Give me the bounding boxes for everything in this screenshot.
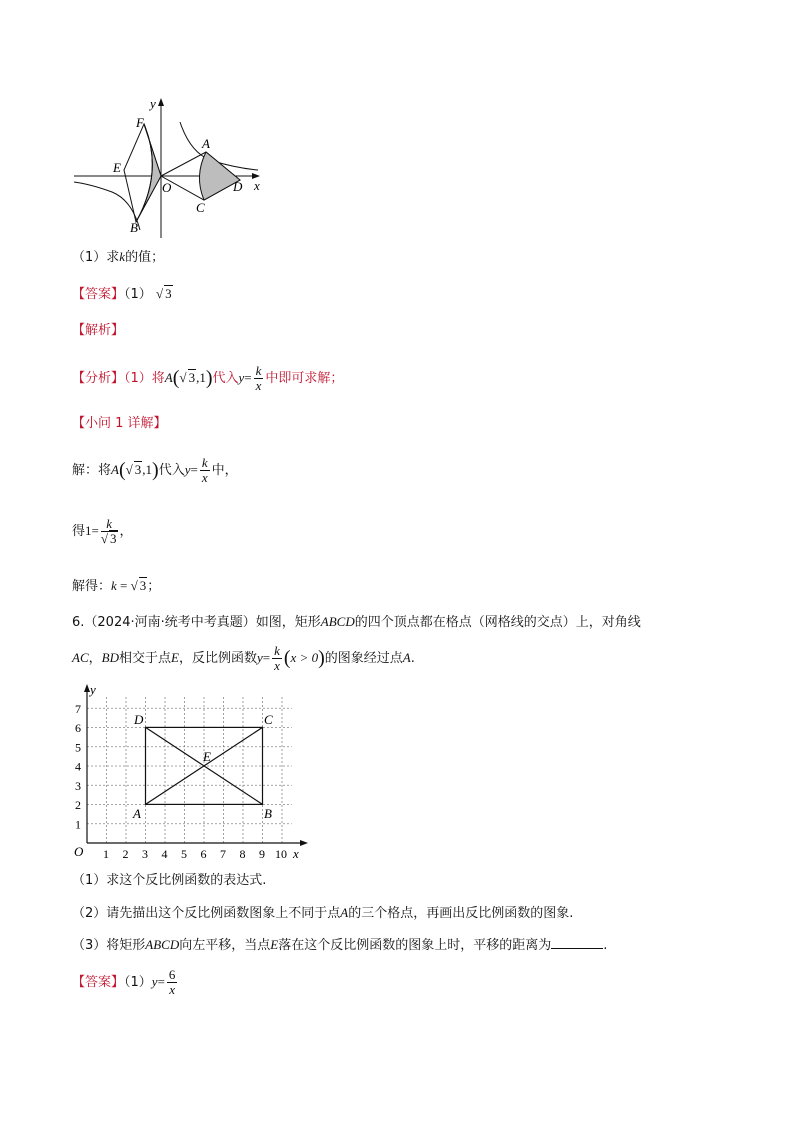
y-tick-label: 1: [75, 817, 81, 832]
y-tick-label: 6: [75, 721, 81, 735]
solution-step-3: 解得：k = √ 3；: [72, 578, 161, 594]
problem-6-line-2: AC，BD相交于点E，反比例函数y= $\frac{k}{x}$ (x > 0)的图象经过点A.: [72, 643, 415, 673]
problem-6-line-1: 6.（2024·河南·统考中考真题）如图，矩形ABCD的四个顶点都在格点（网格线的交点）上，对角线: [72, 614, 641, 630]
answer-1: 【答案】（1） √ 3: [72, 286, 172, 302]
fig1-label-C: C: [196, 200, 205, 215]
figure-grid-rectangle: [62, 682, 312, 862]
x-tick-label: 4: [161, 847, 168, 861]
solution-step-2: 得1= $\frac{k}{√ 3}$ ，: [72, 515, 133, 546]
fig2-point-A: A: [133, 806, 141, 821]
fig2-point-D: D: [134, 712, 144, 727]
fig1-label-E: E: [113, 160, 121, 175]
question-1: （1）求k的值；: [72, 249, 165, 265]
y-tick-label: 5: [75, 740, 81, 755]
problem-6-question-1: （1）求这个反比例函数的表达式.: [72, 873, 267, 888]
x-tick-label: 3: [142, 847, 148, 861]
problem-6-question-2: （2）请先描出这个反比例函数图象上不同于点A的三个格点，再画出反比例函数的图象.: [72, 905, 574, 921]
x-tick-label: 2: [122, 847, 129, 861]
x-tick-label: 9: [259, 847, 265, 861]
y-tick-label: 4: [75, 759, 81, 774]
x-tick-label: 10: [275, 847, 287, 861]
answer-6: 【答案】（1）y= $\frac{6}{x}$: [72, 967, 176, 997]
analysis-title: 【解析】: [72, 323, 125, 338]
x-tick-label: 5: [181, 847, 187, 861]
fig1-label-y: y: [150, 96, 156, 111]
fig1-label-A: A: [202, 136, 210, 151]
fig2-point-E: E: [203, 749, 211, 764]
fig1-label-O: O: [162, 180, 172, 195]
problem-6-question-3: （3）将矩形ABCD向左平移，当点E落在这个反比例函数的图象上时，平移的距离为 .: [72, 937, 608, 953]
x-tick-label: 7: [220, 847, 226, 861]
figure-hyperbola-kites: [70, 92, 270, 242]
analysis-line: 【分析】（1）将A(√ 3,1)代入y= $\frac{k}{x}$ 中即可求解；: [72, 363, 344, 393]
fig2-axis-x: x: [293, 846, 299, 861]
fig2-axis-y: y: [90, 682, 96, 697]
x-tick-label: 8: [239, 847, 246, 861]
answer-blank: [551, 936, 603, 949]
x-tick-label: 6: [200, 847, 207, 861]
y-tick-label: 7: [75, 701, 81, 716]
y-tick-label: 3: [75, 778, 81, 793]
solution-step-1: 解：将A(√ 3,1)代入y= $\frac{k}{x}$ 中，: [72, 455, 238, 485]
fig2-point-B: B: [264, 806, 272, 821]
fig1-label-B: B: [130, 220, 138, 235]
subquestion-detail-title: 【小问 1 详解】: [72, 416, 167, 431]
fig2-origin: O: [74, 844, 84, 859]
fig2-point-C: C: [264, 712, 273, 727]
fig1-label-x: x: [254, 178, 260, 193]
fig1-label-D: D: [233, 179, 243, 194]
x-tick-label: 1: [103, 847, 109, 861]
y-tick-label: 2: [75, 798, 81, 812]
fig1-label-F: F: [136, 115, 144, 130]
